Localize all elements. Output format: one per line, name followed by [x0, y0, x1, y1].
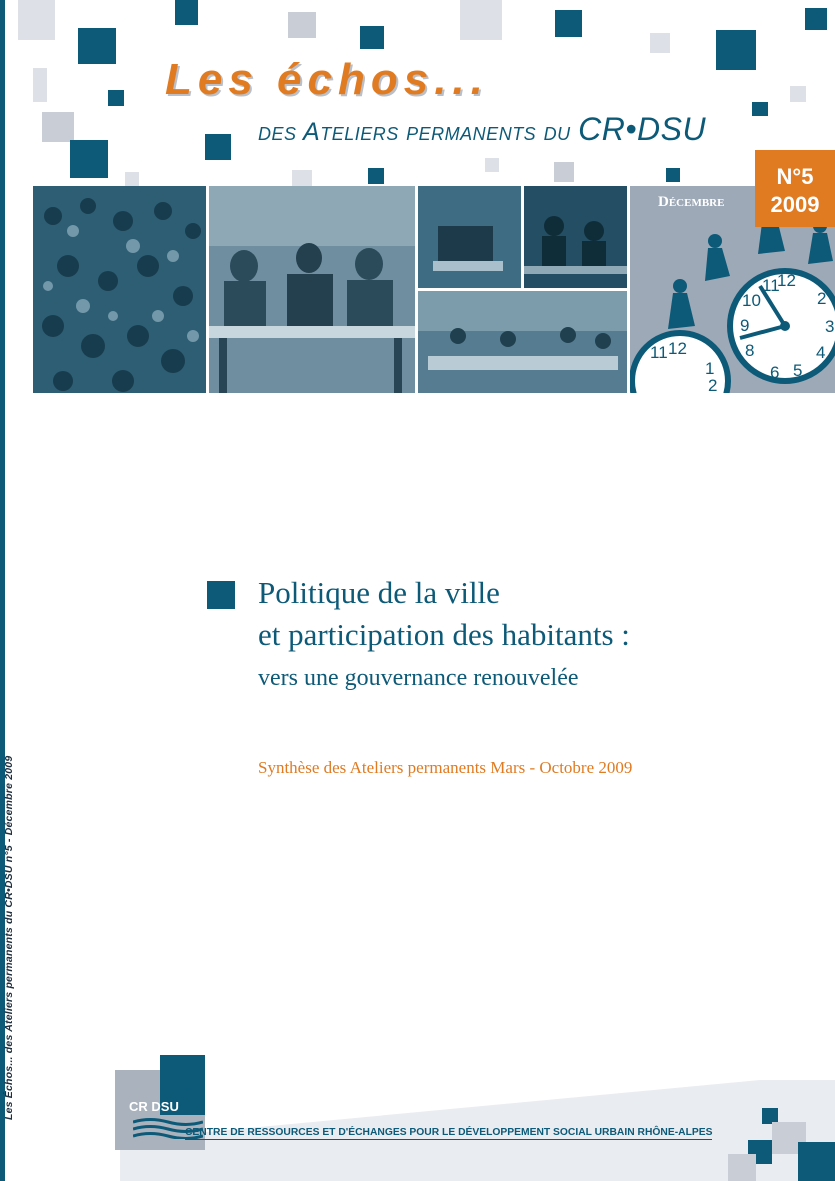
svg-text:1: 1: [705, 359, 715, 378]
svg-text:3: 3: [825, 317, 835, 336]
photo-band: [33, 186, 835, 393]
main-subtitle: vers une gouvernance renouvelée: [258, 665, 579, 691]
synthesis-line: Synthèse des Ateliers permanents Mars - Octobre 2009: [258, 758, 633, 777]
svg-text:10: 10: [742, 291, 761, 310]
footer-tagline: CENTRE DE RESSOURCES ET D'ÉCHANGES POUR LE DÉVELOPPEMENT SOCIAL URBAIN RHÔNE-ALPES: [185, 1127, 713, 1138]
laptop-photo: [418, 186, 521, 288]
meeting-photo: [209, 186, 415, 393]
publication-subtitle: [258, 111, 706, 148]
svg-text:2: 2: [817, 289, 827, 308]
main-title-line2: et participation des habitants :: [258, 617, 630, 652]
group-photo-art: [524, 186, 627, 288]
crowd-photo: [33, 186, 206, 393]
crowd-photo-art: [33, 186, 206, 393]
title-bullet-square: [207, 581, 235, 609]
workshop-photo: [418, 291, 627, 393]
subtitle-prefix: des Ateliers permanents du: [258, 118, 571, 146]
group-photo: [524, 186, 627, 288]
meeting-photo-art: [209, 186, 415, 393]
publication-title: Les échos...: [165, 55, 489, 104]
main-title-line1: Politique de la ville: [258, 575, 500, 610]
svg-text:12: 12: [668, 339, 687, 358]
svg-text:12: 12: [777, 271, 796, 290]
svg-text:5: 5: [793, 361, 803, 380]
issue-month: Décembre: [658, 194, 725, 210]
svg-text:4: 4: [816, 343, 826, 362]
issue-year: 2009: [770, 192, 820, 217]
svg-text:2: 2: [708, 376, 718, 393]
subtitle-brand: CR•DSU: [578, 111, 707, 147]
svg-text:6: 6: [770, 363, 780, 382]
workshop-photo-art: [418, 291, 627, 393]
issue-number: N°5: [776, 164, 814, 189]
logo-text: CR DSU: [129, 1099, 179, 1114]
svg-text:9: 9: [740, 316, 750, 335]
laptop-photo-art: [418, 186, 521, 288]
svg-text:8: 8: [745, 341, 755, 360]
spine-text: Les Échos... des Ateliers permanents du CR•DSU n°5 - Décembre 2009: [3, 755, 15, 1120]
issue-badge: [755, 150, 835, 227]
svg-text:11: 11: [650, 343, 668, 362]
svg-text:11: 11: [762, 276, 780, 295]
